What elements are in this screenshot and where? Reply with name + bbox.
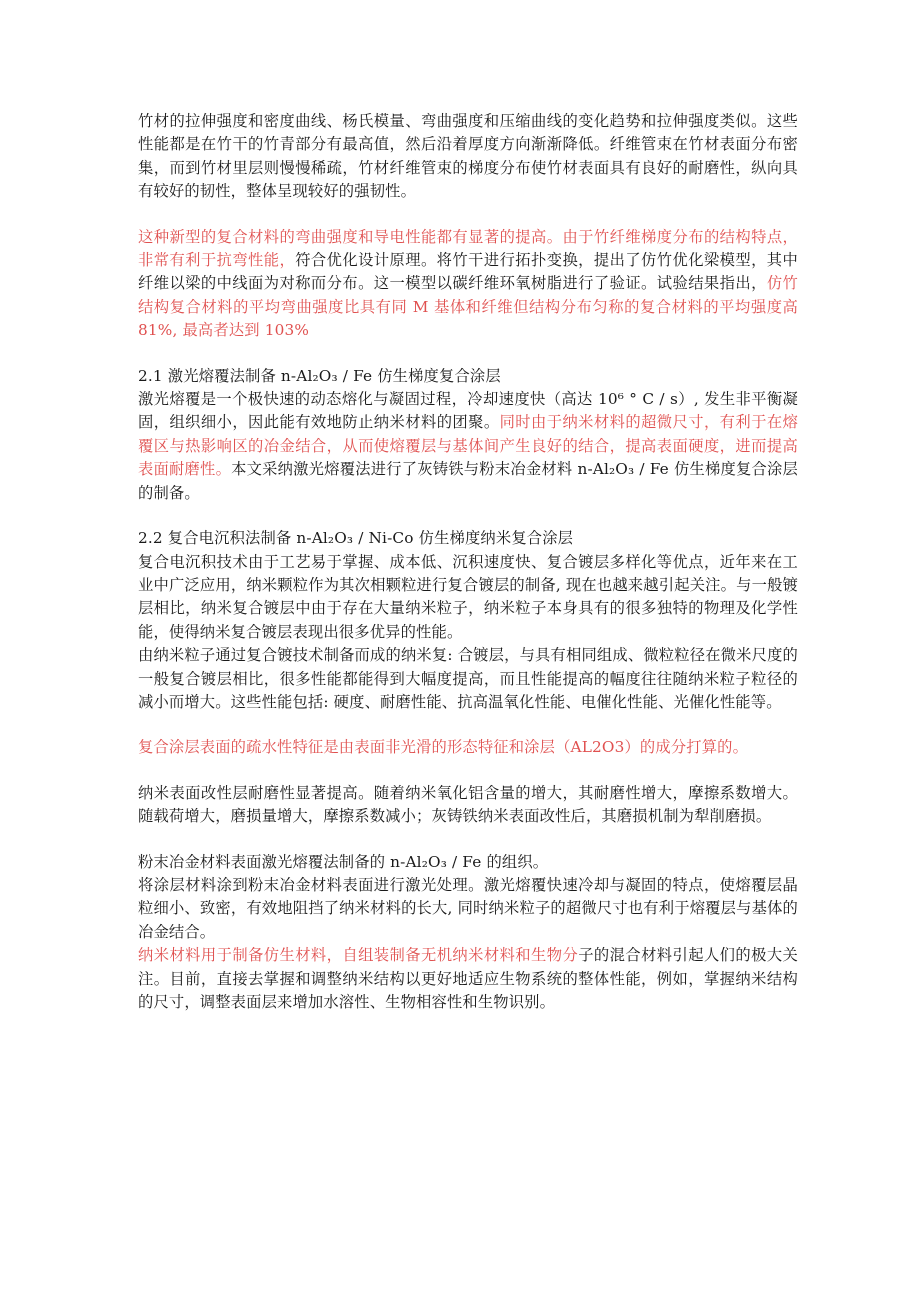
paragraph-powder-metallurgy-title: 粉末冶金材料表面激光熔覆法制备的 n-Al₂O₃ / Fe 的组织。 (138, 852, 549, 871)
body-text: 激光熔覆是一个极快速的动态熔化与凝固过程，冷却速度快（高达 10⁶ ° C / s）, 发生非平衡凝固，组织细小，因此能有效地防止纳米材料的团聚。 (138, 390, 798, 432)
body-text: 本文采纳激光熔覆法进行了灰铸铁与粉末冶金材料 n-Al₂O₃ / Fe 仿生梯度复合涂层的制备。 (138, 460, 798, 502)
spacer (138, 505, 798, 527)
paragraph-hydrophobic: 复合涂层表面的疏水性特征是由表面非光滑的形态特征和涂层（AL2O3）的成分打算的。 (138, 738, 749, 757)
spacer (138, 204, 798, 226)
highlighted-text: 这种新型的复合材料的弯曲强度和导电性能都有显著的提高。由于竹纤维梯度分布的结构特点，非常有利于抗弯性能， (138, 227, 798, 270)
section-heading-2-2: 2.2 复合电沉积法制备 n-Al₂O₃ / Ni-Co 仿生梯度纳米复合涂层 (138, 529, 574, 548)
paragraph-laser-cladding (138, 388, 798, 505)
highlighted-text: 纳米材料用于制备仿生材料，自组装制备无机纳米材料和生物分 (138, 946, 579, 965)
spacer (138, 760, 798, 782)
spacer (138, 829, 798, 851)
highlighted-text: 同时由于纳米材料的超微尺寸，有利于在熔覆区与热影响区的冶金结合，从而使熔覆层与基体间产生良好的结合，提高表面硬度，进而提高表面耐磨性。 (138, 413, 798, 479)
spacer (138, 714, 798, 736)
paragraph-nano-coating: 由纳米粒子通过复合镀技术制备而成的纳米复: 合镀层，与具有相同组成、微粒粒径在微米尺度的一般复合镀层相比，很多性能都能得到大幅度提高，而且性能提高的幅度往往随纳米粒子粒径的减小而增大。这些性能包括: 硬度、耐磨性能、抗高温氧化性能、电催化性能、光催化性能等。 (138, 646, 798, 711)
paragraph-composite-strength (138, 226, 798, 343)
body-text: 符合优化设计原理。将竹干进行拓扑变换，提出了仿竹优化梁模型，其中纤维以梁的中线面为对称而分布。这一模型以碳纤维环氧树脂进行了验证。试验结果指出， (138, 251, 798, 293)
paragraph-bamboo-properties: 竹材的拉伸强度和密度曲线、杨氏模量、弯曲强度和压缩曲线的变化趋势和拉伸强度类似。这些性能都是在竹干的竹青部分有最高值，然后沿着厚度方向渐渐降低。纤维管束在竹材表面分布密集，而到竹材里层则慢慢稀疏，竹材纤维管束的梯度分布使竹材表面具有良好的耐磨性，纵向具有较好的韧性，整体呈现较好的强韧性。 (138, 112, 798, 201)
document-body (138, 110, 798, 1014)
paragraph-biomimetic (138, 944, 798, 1014)
body-text: 子的混合材料引起人们的极大关注。目前，直接去掌握和调整纳米结构以更好地适应生物系统的整体性能，例如，掌握纳米结构的尺寸，调整表面层来增加水溶性、生物相容性和生物识别。 (138, 946, 799, 1011)
paragraph-wear-resistance: 纳米表面改性层耐磨性显著提高。随着纳米氧化铝含量的增大，其耐磨性增大，摩擦系数增大。随载荷增大，磨损量增大，摩擦系数减小；灰铸铁纳米表面改性后，其磨损机制为犁削磨损。 (138, 783, 798, 826)
spacer (138, 343, 798, 365)
paragraph-laser-treatment: 将涂层材料涂到粉末冶金材料表面进行激光处理。激光熔覆快速冷却与凝固的特点，使熔覆层晶粒细小、致密，有效地阻挡了纳米材料的长大, 同时纳米粒子的超微尺寸也有利于熔覆层与基体的冶金结合。 (138, 875, 798, 941)
highlighted-text: 仿竹结构复合材料的平均弯曲强度比具有同 M 基体和纤维但结构分布匀称的复合材料的平均强度高 81%, 最高者达到 103% (138, 274, 798, 340)
paragraph-electrodeposition: 复合电沉积技术由于工艺易于掌握、成本低、沉积速度快、复合镀层多样化等优点，近年来在工业中广泛应用，纳米颗粒作为其次相颗粒进行复合镀层的制备, 现在也越来越引起关注。与一般镀层相比，纳米复合镀层中由于存在大量纳米粒子，纳米粒子本身具有的很多独特的物理及化学性能，使得纳米复合镀层表现出很多优异的性能。 (138, 552, 798, 641)
section-heading-2-1: 2.1 激光熔覆法制备 n-Al₂O₃ / Fe 仿生梯度复合涂层 (138, 366, 501, 385)
